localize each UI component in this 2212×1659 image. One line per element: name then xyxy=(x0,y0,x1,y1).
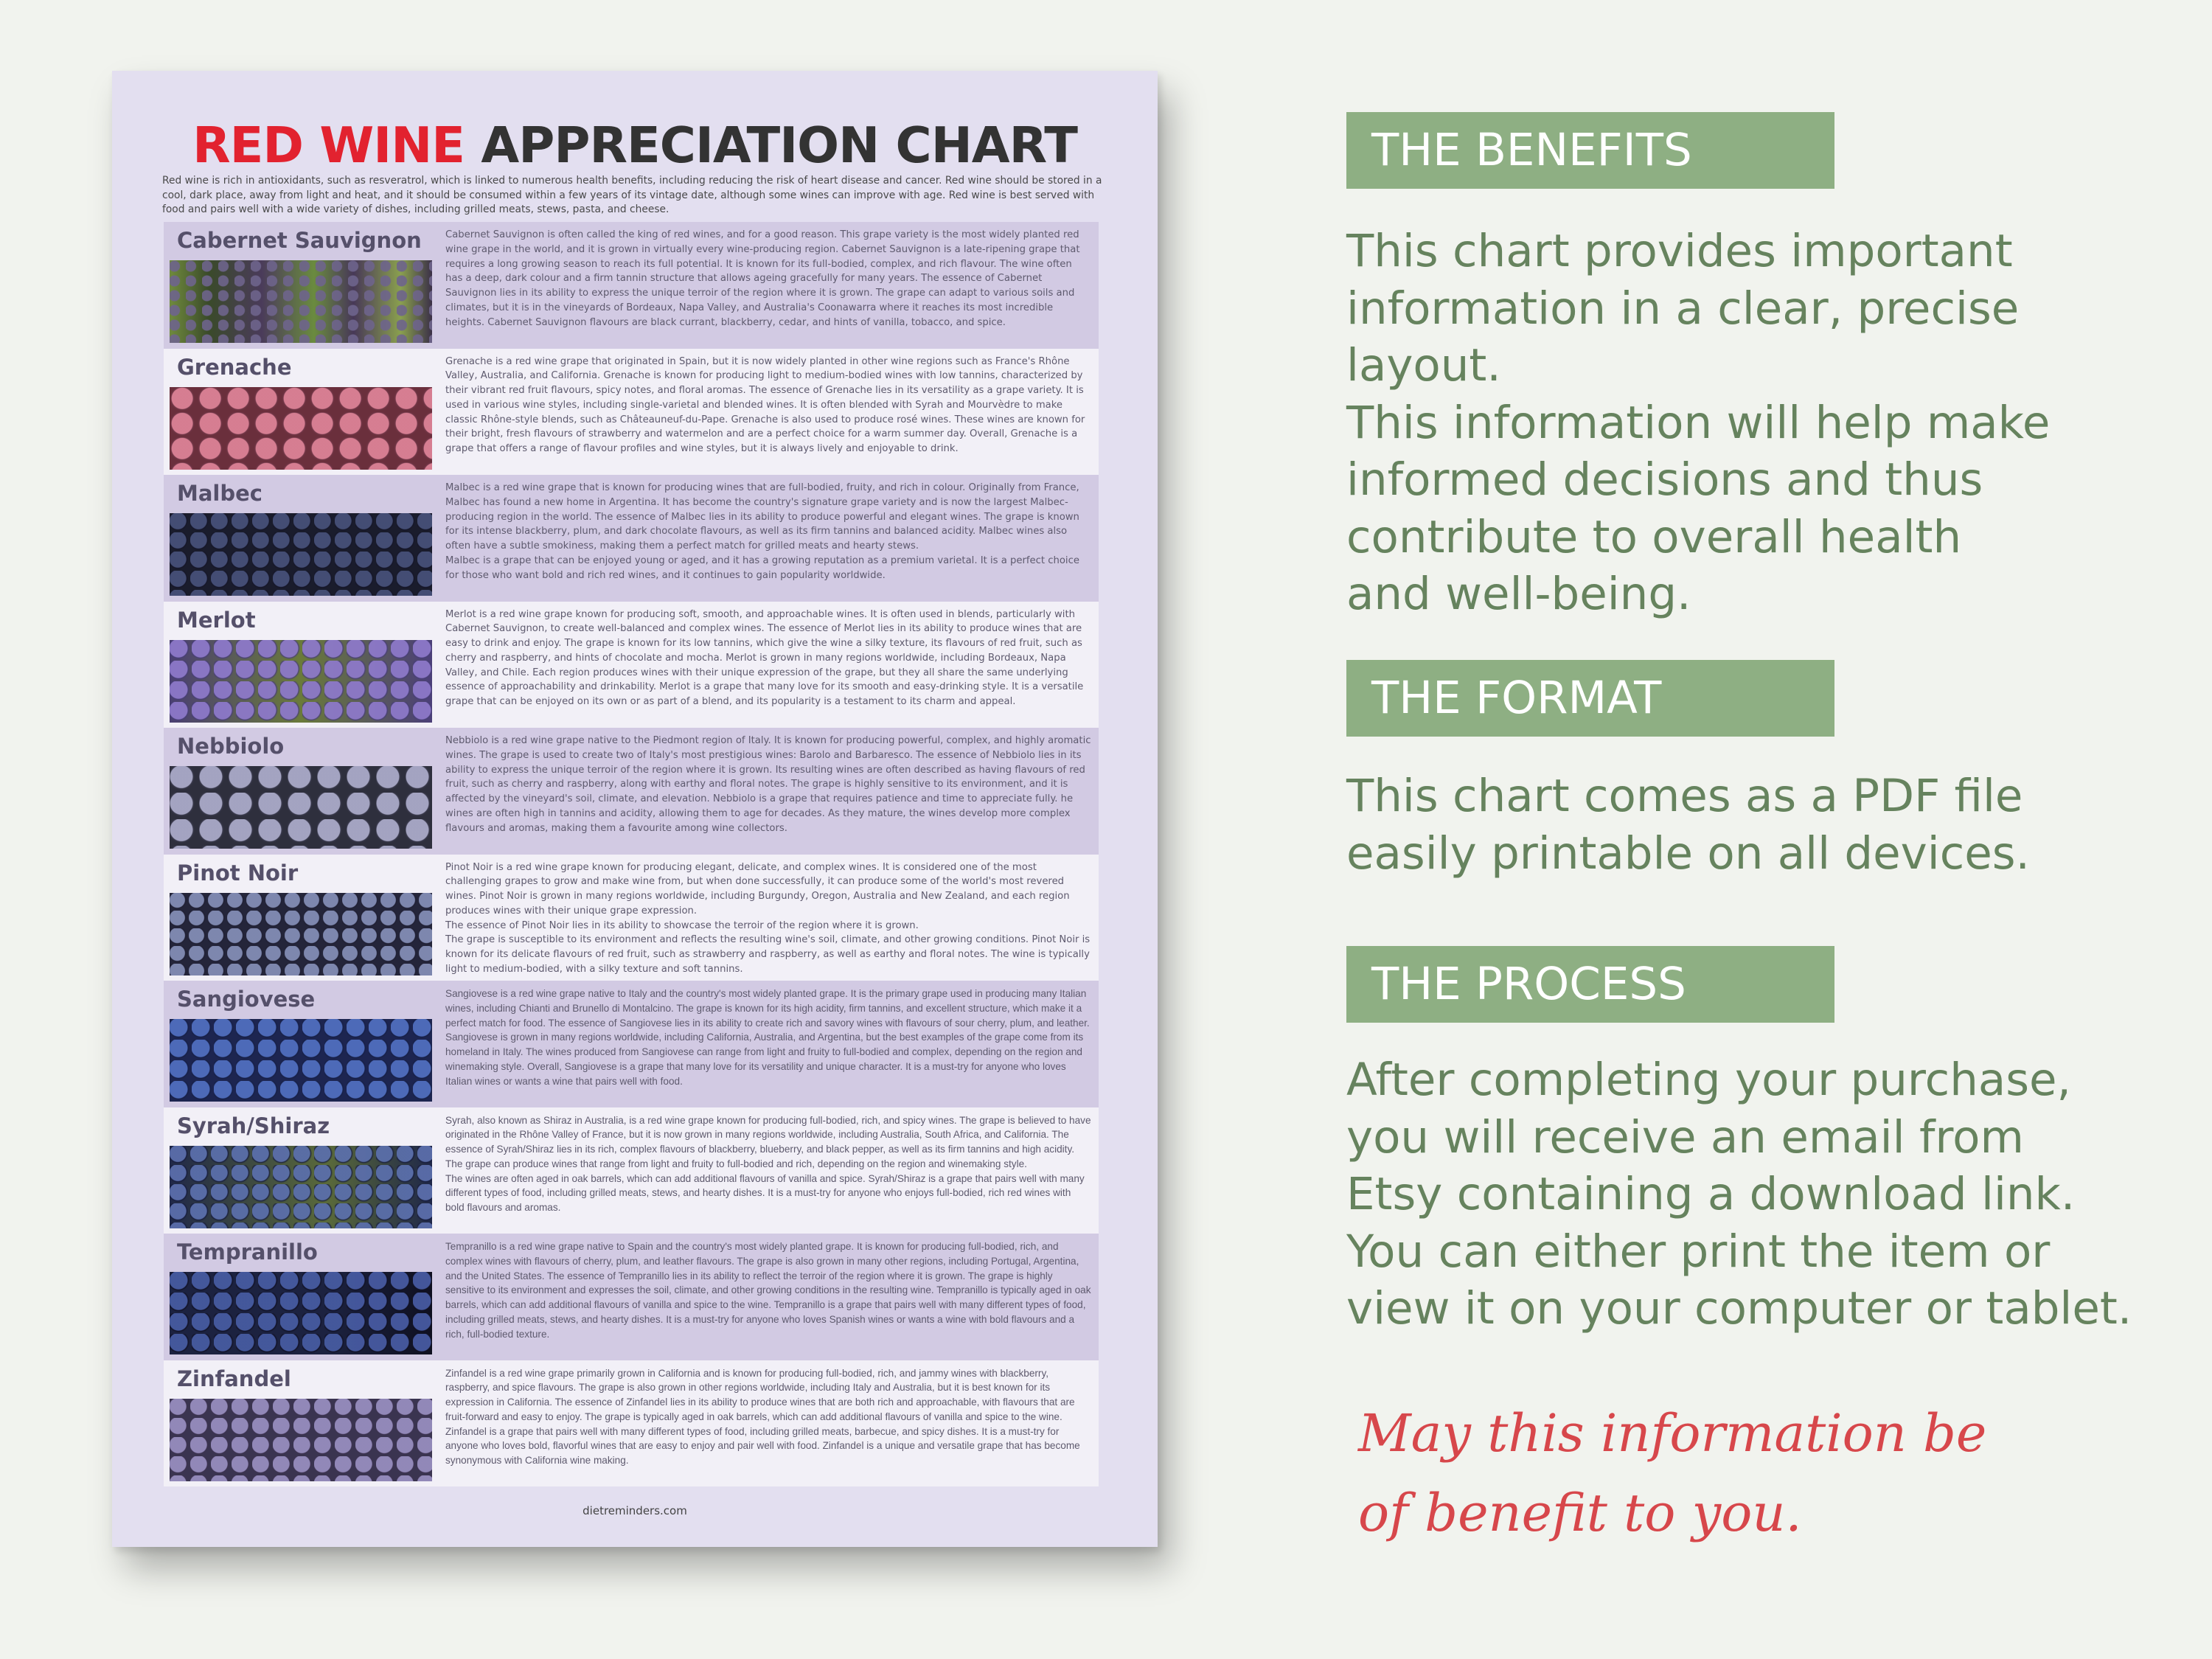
variety-name: Syrah/Shiraz xyxy=(177,1113,330,1138)
variety-name: Tempranillo xyxy=(177,1239,318,1265)
grenache-grapes-photo xyxy=(170,387,432,470)
process-body: After completing your purchase, you will receive an email from Etsy containing a download link. You can either print the item or view it on your computer or tablet. xyxy=(1346,1054,2132,1335)
variety-row xyxy=(164,349,1099,476)
pinot-noir-grapes-photo xyxy=(170,893,432,975)
merlot-grapes-photo xyxy=(170,640,432,723)
wine-chart-poster xyxy=(112,71,1158,1547)
variety-name: Cabernet Sauvignon xyxy=(177,228,422,253)
benefits-body: This chart provides important information in a clear, precise layout. This information will help make informed decisions and thus contribute to overall health and well-being. xyxy=(1346,225,2051,620)
variety-description: Malbec is a red wine grape that is known for producing wines that are full-bodied, fruity, and rich in colour. Originally from France, Malbec has found a new home in Argentina. It has become the country's signature grape variety and is now the largest Malbec-producing region in the world. The essence of Malbec lies in its ability to produce powerful and elegant wines. The grape is known for its intense blackberry, plum, and dark chocolate flavours, as well as its firm tannins and balanced acidity. Malbec wines also often have a subtle smokiness, making them a perfect match for grilled meats and hearty stews. Malbec is a grape that can be enjoyed young or aged, and it has a growing reputation as a premium varietal. It is a perfect choice for those who want bold and rich red wines, and it continues to gain popularity worldwide. xyxy=(445,482,1079,581)
variety-row xyxy=(164,222,1099,349)
variety-description: Pinot Noir is a red wine grape known for producing elegant, delicate, and complex wines. It is considered one of the most challenging grapes to grow and make wine from, but when done successfully, it can produce some of the world's most revered wines. Pinot Noir is grown in many regions worldwide, including Burgundy, Oregon, Australia and New Zealand, and each region produces wines with their unique grape expression. The essence of Pinot Noir lies in its ability to showcase the terroir of the region where it is grown. The grape is susceptible to its environment and reflects the resulting wine's soil, climate, and other growing conditions. Pinot Noir is known for its delicate flavours of red fruit, such as strawberry and raspberry, as well as earthy and floral notes. The wine is typically light to medium-bodied, with a silky texture and soft tannins. xyxy=(445,861,1091,975)
benefits-heading: THE BENEFITS xyxy=(1346,112,1834,189)
poster-title-dark: APPRECIATION CHART xyxy=(481,116,1077,174)
variety-row xyxy=(164,1234,1099,1360)
variety-row xyxy=(164,728,1099,855)
variety-name: Sangiovese xyxy=(177,987,316,1012)
malbec-grapes-photo xyxy=(170,513,432,596)
poster-intro: Red wine is rich in antioxidants, such as resveratrol, which is linked to numerous health benefits, including reducing the risk of heart disease and cancer. Red wine should be stored in a cool, dark place, away from light and heat, and it should be consumed within a few years of its vintage date, although some wines can improve with age. Red wine is best served with food and pairs well with a wide variety of dishes, including grilled meats, stews, pasta, and cheese. xyxy=(162,175,1102,215)
variety-row xyxy=(164,475,1099,602)
format-heading: THE FORMAT xyxy=(1346,660,1834,737)
variety-row xyxy=(164,1107,1099,1234)
variety-description: Cabernet Sauvignon is often called the king of red wines, and for a good reason. This grape variety is the most widely planted red wine grape in the world, and it is grown in virtually every wine-producing region. Cabernet Sauvignon is a late-ripening grape that requires a long growing season to reach its full potential. It is known for its full-bodied, complex, and rich flavour. The wine often has a deep, dark colour and a firm tannin structure that allows ageing gracefully for many years. The essence of Cabernet Sauvignon lies in its ability to express the unique terroir of the region where it is grown. The grape can adapt to various soils and climates, but it is in the vineyards of Bordeaux, Napa Valley, and Australia's Coonawarra where it reaches its most incredible heights. Cabernet Sauvignon flavours are black currant, blackberry, cedar, and hints of vanilla, tobacco, and spice. xyxy=(445,229,1080,328)
variety-name: Pinot Noir xyxy=(177,860,299,886)
variety-description: Grenache is a red wine grape that originated in Spain, but it is now widely planted in other wine regions such as France's Rhône Valley, Australia, and California. Grenache is known for producing light to medium-bodied wines with low tannins, characterized by their vibrant red fruit flavours, spicy notes, and floral aromas. The essence of Grenache lies in its versatility as a grape variety. It is used in various wine styles, including single-varietal and blended wines. It is often blended with Syrah and Mourvèdre to make classic Rhône-style blends, such as Châteauneuf-du-Pape. Grenache is also used to produce rosé wines. These wines are known for their bright, fresh flavours of strawberry and watermelon and are a perfect choice for a warm summer day. Overall, Grenache is a grape that offers a range of flavour profiles and wine styles, but it is always lively and enjoyable to drink. xyxy=(445,355,1085,455)
varieties-list xyxy=(164,222,1099,1486)
syrah-grapes-photo xyxy=(170,1146,432,1228)
variety-row xyxy=(164,981,1099,1107)
variety-name: Malbec xyxy=(177,481,262,506)
closing-message: May this information be of benefit to you. xyxy=(1358,1403,1987,1543)
tempranillo-grapes-photo xyxy=(170,1272,432,1354)
variety-row xyxy=(164,1360,1099,1487)
variety-name: Nebbiolo xyxy=(177,734,285,759)
nebbiolo-grapes-photo xyxy=(170,766,432,849)
variety-description: Syrah, also known as Shiraz in Australia, is a red wine grape known for producing full-bodied, rich, and spicy wines. The grape is believed to have originated in the Rhône Valley of France, but it is now grown in many regions worldwide, including Australia, South Africa, and California. The essence of Syrah/Shiraz lies in its rich, complex flavours of blackberry, blueberry, and black pepper, as well as its firm tannins and high acidity. The grape can produce wines that range from light and fruity to full-bodied and rich, depending on the region and winemaking style. The wines are often aged in oak barrels, which can add additional flavours of vanilla and spice. Syrah/Shiraz is a grape that pairs well with many different types of food, including grilled meats, stews, and hearty dishes. It is a must-try for anyone who enjoys full-bodied, rich red wines with bold flavours and aromas. xyxy=(445,1114,1091,1214)
variety-description: Tempranillo is a red wine grape native to Spain and the country's most widely planted grape. It is known for producing full-bodied, rich, and complex wines with flavours of cherry, plum, and leather flavours. The grape is also grown in many other regions, including Portugal, Argentina, and the United States. The essence of Tempranillo lies in its ability to reflect the terroir of the region where it is grown. The grape is highly sensitive to its environment and expresses the soil, climate, and other growing conditions in the resulting wine. Tempranillo is typically aged in oak barrels, which can add additional flavours of vanilla and spice to the wine. Tempranillo is a grape that pairs well with many different types of food, including grilled meats, stews, and hearty dishes. It is a must-try for anyone who loves Spanish wines or wants a wine with bold flavours and a rich, full-bodied texture. xyxy=(445,1241,1091,1340)
variety-name: Grenache xyxy=(177,354,292,380)
variety-name: Merlot xyxy=(177,607,256,633)
variety-description: Merlot is a red wine grape known for producing soft, smooth, and approachable wines. It is often used in blends, particularly with Cabernet Sauvignon, to create well-balanced and complex wines. The essence of Merlot lies in its ability to produce wines that are easy to drink and enjoy. The grape is known for its low tannins, which give the wine a silky texture, its flavours of red fruit, such as cherry and raspberry, and hints of chocolate and mocha. Merlot is grown in many regions worldwide, including Bordeaux, Napa Valley, and Chile. Each region produces wines with their unique expression of the grape, but they all share the same underlying essence of approachability and drinkability. Merlot is a grape that many love for its smooth and easy-drinking style. It is a versatile grape that can be enjoyed on its own or as part of a blend, and its popularity is a testament to its charm and appeal. xyxy=(445,608,1084,708)
process-heading: THE PROCESS xyxy=(1346,946,1834,1023)
variety-description: Sangiovese is a red wine grape native to Italy and the country's most widely planted grape. It is the primary grape used in producing many Italian wines, including Chianti and Brunello di Montalcino. The grape is known for its high acidity, firm tannins, and excellent structure, which make it a perfect match for food. The essence of Sangiovese lies in its ability to create rich and savory wines with flavours of sour cherry, plum, and leather. Sangiovese is grown in many regions worldwide, including California, Australia, and Argentina, but the best examples of the grape come from its homeland in Italy. The wines produced from Sangiovese can range from light and fruity to full-bodied and complex, depending on the region and winemaking style. Overall, Sangiovese is a grape that many love for its versatility and unique character. It is a must-try for anyone who loves Italian wines or wants a wine that pairs well with food. xyxy=(445,988,1090,1087)
cabernet-grapes-photo xyxy=(170,260,432,343)
variety-row xyxy=(164,855,1099,981)
variety-description: Zinfandel is a red wine grape primarily grown in California and is known for producing full-bodied, rich, and jammy wines with blackberry, raspberry, and spice flavours. The grape is also grown in other regions worldwide, including Italy and Australia, but it is best known for its expression in California. The essence of Zinfandel lies in its ability to produce wines that are both rich and approachable, with flavours that are fruit-forward and easy to enjoy. The grape is typically aged in oak barrels, which can add additional flavours of vanilla and spice to the wine. Zinfandel is a grape that pairs well with many different types of food, including grilled meats, barbecue, and spicy dishes. It is a must-try for anyone who loves bold, flavorful wines that are easy to enjoy and pair well with food. Zinfandel is a unique and versatile grape that has become synonymous with California wine making. xyxy=(445,1367,1080,1467)
variety-name: Zinfandel xyxy=(177,1366,291,1391)
poster-title-red: RED WINE xyxy=(192,116,465,174)
sangiovese-grapes-photo xyxy=(170,1019,432,1102)
poster-footer-url: dietreminders.com xyxy=(582,1504,687,1517)
variety-description: Nebbiolo is a red wine grape native to the Piedmont region of Italy. It is known for producing powerful, complex, and highly aromatic wines. The grape is used to create two of Italy's most prestigious wines: Barolo and Barbaresco. The essence of Nebbiolo lies in its ability to express the unique terroir of the region where it is grown. Its resulting wines are often described as having flavours of red fruit, such as cherry and raspberry, along with earthy and floral notes. The grape is highly sensitive to its environment, and it is affected by the vineyard's soil, climate, and elevation. Nebbiolo is a grape that requires patience and time to appreciate fully. he wines are often high in tannins and acidity, allowing them to age for decades. As they mature, the wines develop more complex flavours and aromas, making them a favourite among wine collectors. xyxy=(445,735,1091,834)
format-body: This chart comes as a PDF file easily printable on all devices. xyxy=(1346,770,2030,880)
zinfandel-grapes-photo xyxy=(170,1399,432,1481)
variety-row xyxy=(164,602,1099,728)
poster-title xyxy=(112,116,1158,174)
